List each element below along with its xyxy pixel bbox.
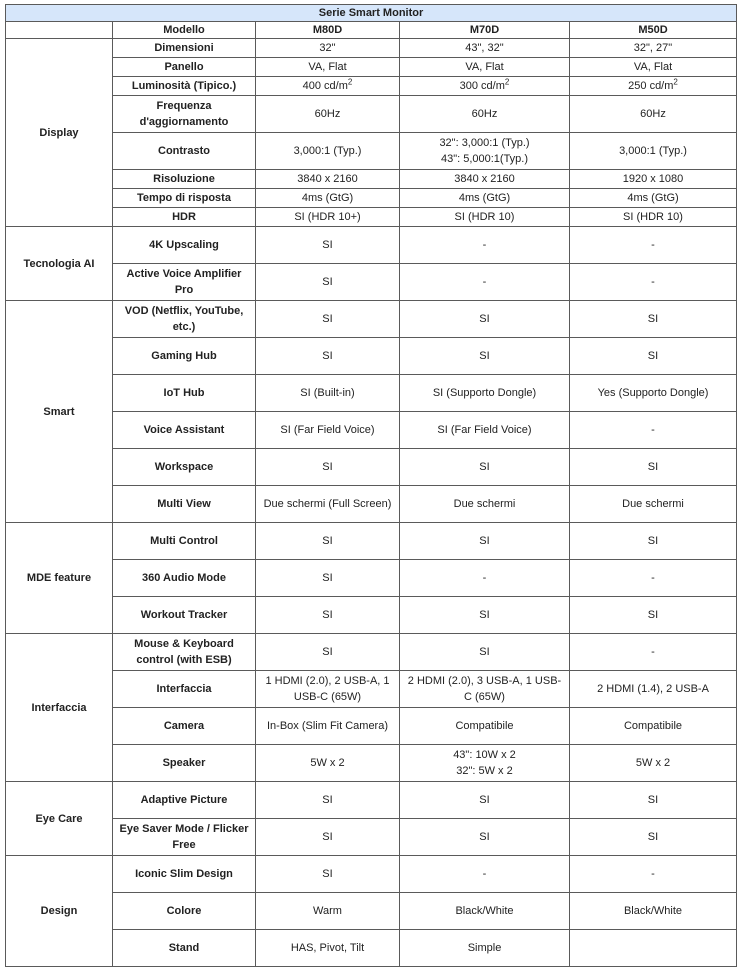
value-cell: VA, Flat	[256, 58, 400, 77]
table-row	[6, 449, 737, 486]
feature-cell: Workout Tracker	[113, 597, 256, 634]
table-title: Serie Smart Monitor	[6, 5, 737, 22]
group-cell: MDE feature	[6, 523, 113, 634]
value-cell: SI	[570, 819, 737, 856]
value-cell: 2 HDMI (2.0), 3 USB-A, 1 USB-C (65W)	[400, 671, 570, 708]
value-cell: Compatibile	[400, 708, 570, 745]
value-cell: -	[570, 227, 737, 264]
value-cell: SI	[570, 449, 737, 486]
value-cell: 60Hz	[400, 96, 570, 133]
feature-cell: Risoluzione	[113, 170, 256, 189]
value-cell: SI	[256, 597, 400, 634]
value-cell: -	[570, 412, 737, 449]
unit-superscript: 2	[347, 77, 353, 87]
feature-cell: Multi View	[113, 486, 256, 523]
value-cell: Compatibile	[570, 708, 737, 745]
table-row	[6, 338, 737, 375]
value-cell: SI	[570, 597, 737, 634]
feature-cell: Colore	[113, 893, 256, 930]
group-cell: Eye Care	[6, 782, 113, 856]
feature-cell: HDR	[113, 208, 256, 227]
value-cell: 400 $cd/m^2$	[256, 77, 400, 96]
value-cell: 1 HDMI (2.0), 2 USB-A, 1 USB-C (65W)	[256, 671, 400, 708]
value-cell: SI	[256, 634, 400, 671]
table-row	[6, 301, 737, 338]
value-cell: SI	[256, 782, 400, 819]
feature-cell: Camera	[113, 708, 256, 745]
table-row	[6, 856, 737, 893]
value-cell: Black/White	[400, 893, 570, 930]
feature-cell: Dimensioni	[113, 39, 256, 58]
table-row	[6, 782, 737, 819]
value-cell: 32", 27"	[570, 39, 737, 58]
value-cell: Yes (Supporto Dongle)	[570, 375, 737, 412]
value-cell: SI	[400, 523, 570, 560]
value-cell: 5W x 2	[570, 745, 737, 782]
value-cell: -	[400, 856, 570, 893]
value-cell: HAS, Pivot, Tilt	[256, 930, 400, 967]
table-row	[6, 671, 737, 708]
feature-cell: Interfaccia	[113, 671, 256, 708]
table-row	[6, 39, 737, 58]
value-cell: -	[570, 264, 737, 301]
table-row	[6, 412, 737, 449]
value-cell: SI	[570, 338, 737, 375]
feature-cell: IoT Hub	[113, 375, 256, 412]
feature-cell: Voice Assistant	[113, 412, 256, 449]
table-row	[6, 133, 737, 170]
value-cell: SI	[256, 227, 400, 264]
table-row	[6, 745, 737, 782]
table-row	[6, 708, 737, 745]
value-cell: Due schermi	[400, 486, 570, 523]
value-cell: SI (Far Field Voice)	[256, 412, 400, 449]
value-cell	[570, 930, 737, 967]
value-cell: 4ms (GtG)	[256, 189, 400, 208]
feature-cell: Frequenza d'aggiornamento	[113, 96, 256, 133]
table-row	[6, 930, 737, 967]
value-cell: SI	[400, 301, 570, 338]
header-cell: M50D	[570, 22, 737, 39]
table-row	[6, 486, 737, 523]
value-cell: Due schermi (Full Screen)	[256, 486, 400, 523]
value-cell: 2 HDMI (1.4), 2 USB-A	[570, 671, 737, 708]
header-cell: M80D	[256, 22, 400, 39]
value-cell: -	[570, 856, 737, 893]
unit-superscript: 2	[673, 77, 678, 87]
header-cell: M70D	[400, 22, 570, 39]
table-row	[6, 264, 737, 301]
feature-cell: VOD (Netflix, YouTube, etc.)	[113, 301, 256, 338]
value-cell: SI	[256, 301, 400, 338]
value-cell: Simple	[400, 930, 570, 967]
group-cell: Tecnologia AI	[6, 227, 113, 301]
value-cell: SI (HDR 10+)	[256, 208, 400, 227]
value-cell: 32"	[256, 39, 400, 58]
header-row	[6, 22, 737, 39]
value-cell: SI	[400, 634, 570, 671]
table-row	[6, 170, 737, 189]
feature-cell: Eye Saver Mode / Flicker Free	[113, 819, 256, 856]
feature-cell: Panello	[113, 58, 256, 77]
feature-cell: Iconic Slim Design	[113, 856, 256, 893]
feature-cell: Speaker	[113, 745, 256, 782]
value-cell: SI (HDR 10)	[400, 208, 570, 227]
value-cell: 3840 x 2160	[256, 170, 400, 189]
value-cell: -	[400, 560, 570, 597]
header-cell: Modello	[113, 22, 256, 39]
value-cell: 60Hz	[256, 96, 400, 133]
value-cell: -	[400, 227, 570, 264]
value-cell: SI	[256, 819, 400, 856]
value-cell: 5W x 2	[256, 745, 400, 782]
value-cell: -	[570, 560, 737, 597]
value-cell: SI (HDR 10)	[570, 208, 737, 227]
value-cell: Due schermi	[570, 486, 737, 523]
value-cell: SI	[256, 449, 400, 486]
feature-cell: 4K Upscaling	[113, 227, 256, 264]
table-row	[6, 58, 737, 77]
table-row	[6, 560, 737, 597]
group-cell: Smart	[6, 301, 113, 523]
value-cell: 3,000:1 (Typ.)	[570, 133, 737, 170]
table-row	[6, 634, 737, 671]
table-row	[6, 523, 737, 560]
value-cell: SI	[256, 338, 400, 375]
value-cell: SI	[256, 856, 400, 893]
value-cell: 43": 10W x 2 32": 5W x 2	[400, 745, 570, 782]
value-cell: SI	[256, 560, 400, 597]
feature-cell: 360 Audio Mode	[113, 560, 256, 597]
value-cell: SI	[256, 523, 400, 560]
table-row	[6, 597, 737, 634]
table-row	[6, 819, 737, 856]
value-cell: 300 $cd/m^2$	[400, 77, 570, 96]
table-row	[6, 77, 737, 96]
value-cell: 4ms (GtG)	[570, 189, 737, 208]
value-cell: VA, Flat	[570, 58, 737, 77]
table-row	[6, 208, 737, 227]
feature-cell: Active Voice Amplifier Pro	[113, 264, 256, 301]
value-cell: VA, Flat	[400, 58, 570, 77]
feature-cell: Contrasto	[113, 133, 256, 170]
value-cell: 3840 x 2160	[400, 170, 570, 189]
value-cell: 60Hz	[570, 96, 737, 133]
value-cell: SI	[570, 782, 737, 819]
value-cell: 3,000:1 (Typ.)	[256, 133, 400, 170]
value-cell: SI	[570, 301, 737, 338]
table-row	[6, 227, 737, 264]
value-cell: SI	[400, 338, 570, 375]
table-row	[6, 375, 737, 412]
feature-cell: Adaptive Picture	[113, 782, 256, 819]
spec-table	[5, 4, 737, 967]
feature-cell: Tempo di risposta	[113, 189, 256, 208]
group-cell: Display	[6, 39, 113, 227]
table-row	[6, 96, 737, 133]
feature-cell: Luminosità (Tipico.)	[113, 77, 256, 96]
header-cell	[6, 22, 113, 39]
value-cell: 43", 32"	[400, 39, 570, 58]
title-row	[6, 5, 737, 22]
value-cell: -	[570, 634, 737, 671]
feature-cell: Workspace	[113, 449, 256, 486]
value-cell: SI (Supporto Dongle)	[400, 375, 570, 412]
value-cell: Black/White	[570, 893, 737, 930]
value-cell: 1920 x 1080	[570, 170, 737, 189]
group-cell: Design	[6, 856, 113, 967]
table-row	[6, 189, 737, 208]
value-cell: Warm	[256, 893, 400, 930]
value-cell: 250 $cd/m^2$	[570, 77, 737, 96]
feature-cell: Gaming Hub	[113, 338, 256, 375]
table-row	[6, 893, 737, 930]
value-cell: 4ms (GtG)	[400, 189, 570, 208]
value-cell: SI (Far Field Voice)	[400, 412, 570, 449]
value-cell: SI	[400, 449, 570, 486]
feature-cell: Stand	[113, 930, 256, 967]
value-cell: SI (Built-in)	[256, 375, 400, 412]
value-cell: SI	[570, 523, 737, 560]
feature-cell: Multi Control	[113, 523, 256, 560]
value-cell: SI	[400, 597, 570, 634]
value-cell: SI	[256, 264, 400, 301]
group-cell: Interfaccia	[6, 634, 113, 782]
unit-superscript: 2	[504, 77, 510, 87]
feature-cell: Mouse & Keyboard control (with ESB)	[113, 634, 256, 671]
value-cell: 32": 3,000:1 (Typ.) 43": 5,000:1(Typ.)	[400, 133, 570, 170]
value-cell: -	[400, 264, 570, 301]
value-cell: SI	[400, 819, 570, 856]
value-cell: In-Box (Slim Fit Camera)	[256, 708, 400, 745]
value-cell: SI	[400, 782, 570, 819]
